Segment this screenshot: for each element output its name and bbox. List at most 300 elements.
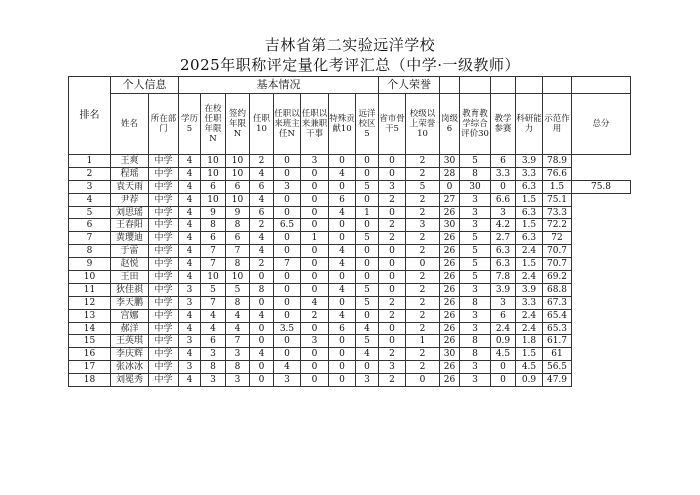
cell-years-at-school: 9: [201, 206, 226, 219]
cell-cadre: 0: [301, 361, 329, 374]
personal-info-header: 个人信息: [111, 77, 179, 94]
cell-rank: 9: [69, 258, 111, 271]
cell-demo: 70.7: [543, 258, 572, 271]
cell-homeroom: 0: [274, 245, 301, 258]
cell-cadre: 0: [301, 374, 329, 387]
cell-education: 4: [179, 206, 201, 219]
cell-dept: 中学: [149, 348, 179, 361]
cell-yuanyang: 5: [356, 180, 379, 193]
cell-name: 狄佳祺: [111, 283, 149, 296]
cell-competition: 6.6: [491, 193, 516, 206]
cell-special: 0: [329, 296, 356, 309]
col-header-teaching-eval: 教育教学综合评价30: [460, 94, 491, 155]
cell-contract-years: 7: [226, 335, 250, 348]
cell-education: 4: [179, 258, 201, 271]
col-header-tenure: 任职10: [250, 94, 274, 155]
cell-rank: 1: [69, 155, 111, 168]
col-header-provincial: 省市骨干5: [379, 94, 406, 155]
cell-years-at-school: 8: [201, 219, 226, 232]
cell-school-honor: 2: [406, 309, 440, 322]
cell-research: 4.5: [516, 361, 543, 374]
cell-tenure: 6: [250, 180, 274, 193]
cell-dept: 中学: [149, 167, 179, 180]
cell-competition: 3: [491, 206, 516, 219]
school-title: 吉林省第二实验远洋学校: [264, 36, 436, 54]
col-header-dept: 所在部门: [149, 94, 179, 155]
cell-dept: 中学: [149, 296, 179, 309]
cell-post: 26: [440, 309, 460, 322]
cell-yuanyang: 0: [356, 258, 379, 271]
cell-tenure: 0: [250, 374, 274, 387]
cell-special: 0: [329, 348, 356, 361]
cell-homeroom: 3: [274, 180, 301, 193]
cell-yuanyang: 0: [356, 155, 379, 168]
cell-tenure: 4: [250, 167, 274, 180]
cell-research: 6.3: [516, 232, 543, 245]
cell-homeroom: 0: [274, 167, 301, 180]
cell-rank: 10: [69, 271, 111, 284]
cell-special: 0: [329, 232, 356, 245]
cell-special: 0: [329, 335, 356, 348]
table-row: [69, 322, 631, 335]
table-row: [69, 335, 631, 348]
cell-rank: 16: [69, 348, 111, 361]
cell-teaching-eval: 30: [460, 180, 491, 193]
col-header-contract-years: 签约年限N: [226, 94, 250, 155]
cell-education: 4: [179, 271, 201, 284]
table-row: [69, 348, 631, 361]
cell-competition: 3.9: [491, 283, 516, 296]
cell-yuanyang: 4: [356, 348, 379, 361]
cell-education: 3: [179, 296, 201, 309]
col-header-special: 特殊贡献10: [329, 94, 356, 155]
cell-research: 3.9: [516, 283, 543, 296]
cell-name: 王英琪: [111, 335, 149, 348]
cell-contract-years: 4: [226, 322, 250, 335]
cell-rank: 7: [69, 232, 111, 245]
cell-education: 4: [179, 180, 201, 193]
cell-school-honor: 5: [406, 180, 440, 193]
cell-tenure: 4: [250, 245, 274, 258]
cell-research: 1.5: [516, 219, 543, 232]
cell-dept: 中学: [149, 271, 179, 284]
cell-years-at-school: 4: [201, 322, 226, 335]
cell-cadre: 0: [301, 180, 329, 193]
report-title: 2025年职称评定量化考评汇总（中学·一级教师）: [180, 56, 520, 74]
cell-competition: 0: [491, 180, 516, 193]
cell-post: 30: [440, 219, 460, 232]
cell-education: 4: [179, 245, 201, 258]
cell-tenure: 2: [250, 155, 274, 168]
cell-yuanyang: 5: [356, 296, 379, 309]
cell-cadre: 0: [301, 258, 329, 271]
cell-provincial: 2: [379, 309, 406, 322]
cell-provincial: 3: [379, 180, 406, 193]
cell-homeroom: 0: [274, 232, 301, 245]
cell-years-at-school: 8: [201, 361, 226, 374]
cell-provincial: 0: [379, 283, 406, 296]
cell-special: 4: [329, 258, 356, 271]
cell-competition: 0.9: [491, 335, 516, 348]
cell-research: 6.3: [516, 206, 543, 219]
cell-yuanyang: 0: [356, 219, 379, 232]
cell-rank: 17: [69, 361, 111, 374]
cell-special: 0: [329, 374, 356, 387]
group-header-blank: [491, 77, 516, 94]
cell-competition: 7.8: [491, 271, 516, 284]
cell-cadre: 1: [301, 232, 329, 245]
cell-dept: 中学: [149, 283, 179, 296]
cell-demo: 78.9: [543, 155, 572, 168]
cell-yuanyang: 5: [356, 232, 379, 245]
cell-tenure: 4: [250, 348, 274, 361]
cell-post: 26: [440, 283, 460, 296]
cell-tenure: 2: [250, 258, 274, 271]
cell-post: 26: [440, 232, 460, 245]
cell-demo: 75.1: [543, 193, 572, 206]
cell-school-honor: 2: [406, 155, 440, 168]
cell-provincial: 2: [379, 374, 406, 387]
cell-teaching-eval: 5: [460, 155, 491, 168]
cell-demo: 65.3: [543, 322, 572, 335]
cell-teaching-eval: 8: [460, 167, 491, 180]
cell-post: 26: [440, 258, 460, 271]
col-header-school-honor: 校级以上荣誉10: [406, 94, 440, 155]
cell-post: 26: [440, 271, 460, 284]
cell-dept: 中学: [149, 206, 179, 219]
cell-research: 2.4: [516, 271, 543, 284]
cell-homeroom: 7: [274, 258, 301, 271]
cell-school-honor: 2: [406, 206, 440, 219]
cell-cadre: 0: [301, 322, 329, 335]
cell-rank: 14: [69, 322, 111, 335]
cell-teaching-eval: 8: [460, 296, 491, 309]
cell-name: 郝洋: [111, 322, 149, 335]
cell-total: 75.8: [572, 180, 631, 193]
cell-school-honor: 0: [406, 374, 440, 387]
cell-post: 26: [440, 322, 460, 335]
cell-homeroom: 4: [274, 361, 301, 374]
cell-demo: 67.3: [543, 296, 572, 309]
table-row: [69, 271, 631, 284]
cell-cadre: 0: [301, 283, 329, 296]
cell-post: 26: [440, 361, 460, 374]
cell-provincial: 0: [379, 335, 406, 348]
cell-special: 4: [329, 283, 356, 296]
cell-education: 4: [179, 374, 201, 387]
cell-competition: 6.3: [491, 258, 516, 271]
cell-demo: 47.9: [543, 374, 572, 387]
table-row: [69, 245, 631, 258]
cell-competition: 4.2: [491, 219, 516, 232]
cell-competition: 6: [491, 155, 516, 168]
cell-research: 2.4: [516, 309, 543, 322]
cell-yuanyang: 4: [356, 322, 379, 335]
cell-yuanyang: 1: [356, 206, 379, 219]
table-row: [69, 374, 631, 387]
cell-yuanyang: 0: [356, 167, 379, 180]
cell-years-at-school: 7: [201, 296, 226, 309]
cell-name: 王爽: [111, 155, 149, 168]
cell-teaching-eval: 3: [460, 374, 491, 387]
group-header-blank: [460, 77, 491, 94]
cell-cadre: 0: [301, 206, 329, 219]
cell-dept: 中学: [149, 374, 179, 387]
cell-post: 26: [440, 296, 460, 309]
cell-education: 4: [179, 322, 201, 335]
cell-contract-years: 5: [226, 283, 250, 296]
cell-competition: 0: [491, 361, 516, 374]
cell-research: 2.4: [516, 245, 543, 258]
cell-dept: 中学: [149, 193, 179, 206]
cell-years-at-school: 6: [201, 232, 226, 245]
cell-provincial: 2: [379, 193, 406, 206]
cell-contract-years: 10: [226, 193, 250, 206]
col-header-yuanyang: 远洋校区5: [356, 94, 379, 155]
cell-name: 王田: [111, 271, 149, 284]
cell-provincial: 2: [379, 296, 406, 309]
cell-provincial: 0: [379, 167, 406, 180]
cell-homeroom: 3: [274, 374, 301, 387]
cell-rank: 4: [69, 193, 111, 206]
cell-yuanyang: 0: [356, 245, 379, 258]
cell-cadre: 4: [301, 296, 329, 309]
table-row: [69, 206, 631, 219]
cell-tenure: 6: [250, 206, 274, 219]
cell-teaching-eval: 3: [460, 206, 491, 219]
cell-provincial: 2: [379, 219, 406, 232]
cell-school-honor: 2: [406, 167, 440, 180]
cell-demo: 72: [543, 232, 572, 245]
cell-school-honor: 0: [406, 258, 440, 271]
cell-dept: 中学: [149, 232, 179, 245]
cell-contract-years: 7: [226, 245, 250, 258]
cell-demo: 56.5: [543, 361, 572, 374]
cell-school-honor: 2: [406, 193, 440, 206]
cell-rank: 12: [69, 296, 111, 309]
cell-demo: 61: [543, 348, 572, 361]
cell-contract-years: 8: [226, 361, 250, 374]
group-header-blank: [543, 77, 572, 94]
cell-dept: 中学: [149, 155, 179, 168]
table-row: [69, 232, 631, 245]
cell-name: 宫娜: [111, 309, 149, 322]
cell-provincial: 0: [379, 155, 406, 168]
cell-school-honor: 2: [406, 271, 440, 284]
cell-teaching-eval: 5: [460, 271, 491, 284]
cell-rank: 18: [69, 374, 111, 387]
cell-name: 尹荐: [111, 193, 149, 206]
cell-teaching-eval: 3: [460, 322, 491, 335]
cell-contract-years: 8: [226, 258, 250, 271]
cell-cadre: 0: [301, 348, 329, 361]
cell-contract-years: 3: [226, 348, 250, 361]
cell-yuanyang: 0: [356, 193, 379, 206]
cell-years-at-school: 4: [201, 309, 226, 322]
cell-school-honor: 2: [406, 322, 440, 335]
cell-contract-years: 10: [226, 167, 250, 180]
cell-dept: 中学: [149, 245, 179, 258]
cell-teaching-eval: 3: [460, 219, 491, 232]
cell-years-at-school: 6: [201, 180, 226, 193]
cell-post: 26: [440, 206, 460, 219]
cell-years-at-school: 3: [201, 374, 226, 387]
cell-homeroom: 0: [274, 155, 301, 168]
col-header-competition: 教学参赛: [491, 94, 516, 155]
cell-contract-years: 8: [226, 296, 250, 309]
cell-school-honor: 2: [406, 361, 440, 374]
cell-years-at-school: 10: [201, 271, 226, 284]
cell-years-at-school: 10: [201, 155, 226, 168]
cell-contract-years: 3: [226, 374, 250, 387]
cell-name: 李天鹏: [111, 296, 149, 309]
cell-competition: 0: [491, 374, 516, 387]
cell-rank: 15: [69, 335, 111, 348]
cell-contract-years: 10: [226, 155, 250, 168]
cell-contract-years: 4: [226, 309, 250, 322]
table-row: [69, 283, 631, 296]
col-header-demo: 示范作用: [543, 94, 572, 155]
cell-dept: 中学: [149, 258, 179, 271]
cell-demo: 61.7: [543, 335, 572, 348]
cell-name: 黄璎迪: [111, 232, 149, 245]
group-header-blank: [440, 77, 460, 94]
cell-school-honor: 2: [406, 348, 440, 361]
evaluation-table: [68, 76, 631, 387]
cell-homeroom: 0: [274, 271, 301, 284]
cell-rank: 11: [69, 283, 111, 296]
cell-demo: 68.8: [543, 283, 572, 296]
cell-school-honor: 3: [406, 219, 440, 232]
cell-name: 刘冕秀: [111, 374, 149, 387]
cell-homeroom: 0: [274, 296, 301, 309]
cell-competition: 3.3: [491, 167, 516, 180]
cell-teaching-eval: 8: [460, 335, 491, 348]
cell-cadre: 0: [301, 193, 329, 206]
cell-research: 1.8: [516, 335, 543, 348]
cell-post: 30: [440, 348, 460, 361]
cell-competition: 2.4: [491, 322, 516, 335]
cell-teaching-eval: 5: [460, 245, 491, 258]
table-row: [69, 180, 631, 193]
cell-demo: 1.5: [543, 180, 572, 193]
cell-education: 3: [179, 361, 201, 374]
col-header-homeroom: 任职以来班主任N: [274, 94, 301, 155]
cell-name: 赵悦: [111, 258, 149, 271]
cell-years-at-school: 7: [201, 245, 226, 258]
cell-education: 4: [179, 167, 201, 180]
cell-tenure: 8: [250, 283, 274, 296]
cell-competition: 2.7: [491, 232, 516, 245]
cell-contract-years: 6: [226, 180, 250, 193]
cell-rank: 6: [69, 219, 111, 232]
cell-yuanyang: 3: [356, 374, 379, 387]
cell-education: 3: [179, 283, 201, 296]
cell-provincial: 0: [379, 322, 406, 335]
cell-name: 王春阳: [111, 219, 149, 232]
cell-provincial: 3: [379, 361, 406, 374]
table-row: [69, 296, 631, 309]
cell-post: 26: [440, 374, 460, 387]
basic-situation-header: 基本情况: [179, 77, 379, 94]
cell-years-at-school: 10: [201, 167, 226, 180]
cell-school-honor: 2: [406, 283, 440, 296]
cell-provincial: 2: [379, 232, 406, 245]
cell-name: 张冰冰: [111, 361, 149, 374]
col-header-name: 姓名: [111, 94, 149, 155]
cell-teaching-eval: 5: [460, 258, 491, 271]
col-header-cadre: 任职以来兼职干事: [301, 94, 329, 155]
cell-demo: 70.7: [543, 245, 572, 258]
cell-provincial: 0: [379, 245, 406, 258]
cell-demo: 72.2: [543, 219, 572, 232]
cell-provincial: 0: [379, 271, 406, 284]
cell-tenure: 0: [250, 361, 274, 374]
cell-years-at-school: 3: [201, 348, 226, 361]
cell-school-honor: 2: [406, 296, 440, 309]
cell-special: 4: [329, 167, 356, 180]
cell-special: 0: [329, 180, 356, 193]
cell-cadre: 3: [301, 155, 329, 168]
cell-special: 0: [329, 361, 356, 374]
cell-cadre: 2: [301, 309, 329, 322]
cell-homeroom: 0: [274, 206, 301, 219]
cell-education: 4: [179, 309, 201, 322]
cell-dept: 中学: [149, 180, 179, 193]
cell-special: 0: [329, 219, 356, 232]
cell-cadre: 0: [301, 271, 329, 284]
cell-demo: 76.6: [543, 167, 572, 180]
cell-yuanyang: 0: [356, 361, 379, 374]
cell-teaching-eval: 3: [460, 283, 491, 296]
table-row: [69, 155, 631, 168]
cell-special: 6: [329, 322, 356, 335]
cell-tenure: 0: [250, 271, 274, 284]
cell-research: 3.9: [516, 155, 543, 168]
cell-research: 3.3: [516, 167, 543, 180]
cell-rank: 3: [69, 180, 111, 193]
cell-cadre: 3: [301, 335, 329, 348]
cell-competition: 6.3: [491, 245, 516, 258]
cell-demo: 69.2: [543, 271, 572, 284]
cell-yuanyang: 0: [356, 309, 379, 322]
cell-tenure: 0: [250, 322, 274, 335]
cell-demo: 65.4: [543, 309, 572, 322]
cell-name: 李庆辉: [111, 348, 149, 361]
cell-provincial: 0: [379, 206, 406, 219]
cell-school-honor: 1: [406, 335, 440, 348]
cell-contract-years: 10: [226, 271, 250, 284]
table-row: [69, 193, 631, 206]
cell-education: 4: [179, 219, 201, 232]
col-header-total: 总分: [572, 94, 631, 155]
rank-header: 排名: [69, 77, 111, 155]
cell-homeroom: 3.5: [274, 322, 301, 335]
cell-name: 袁天雨: [111, 180, 149, 193]
cell-post: 27: [440, 193, 460, 206]
cell-homeroom: 0: [274, 193, 301, 206]
cell-yuanyang: 0: [356, 271, 379, 284]
cell-tenure: 0: [250, 335, 274, 348]
cell-dept: 中学: [149, 335, 179, 348]
cell-teaching-eval: 5: [460, 232, 491, 245]
cell-dept: 中学: [149, 322, 179, 335]
cell-special: 4: [329, 245, 356, 258]
cell-name: 于雷: [111, 245, 149, 258]
cell-years-at-school: 7: [201, 258, 226, 271]
cell-dept: 中学: [149, 219, 179, 232]
cell-rank: 13: [69, 309, 111, 322]
